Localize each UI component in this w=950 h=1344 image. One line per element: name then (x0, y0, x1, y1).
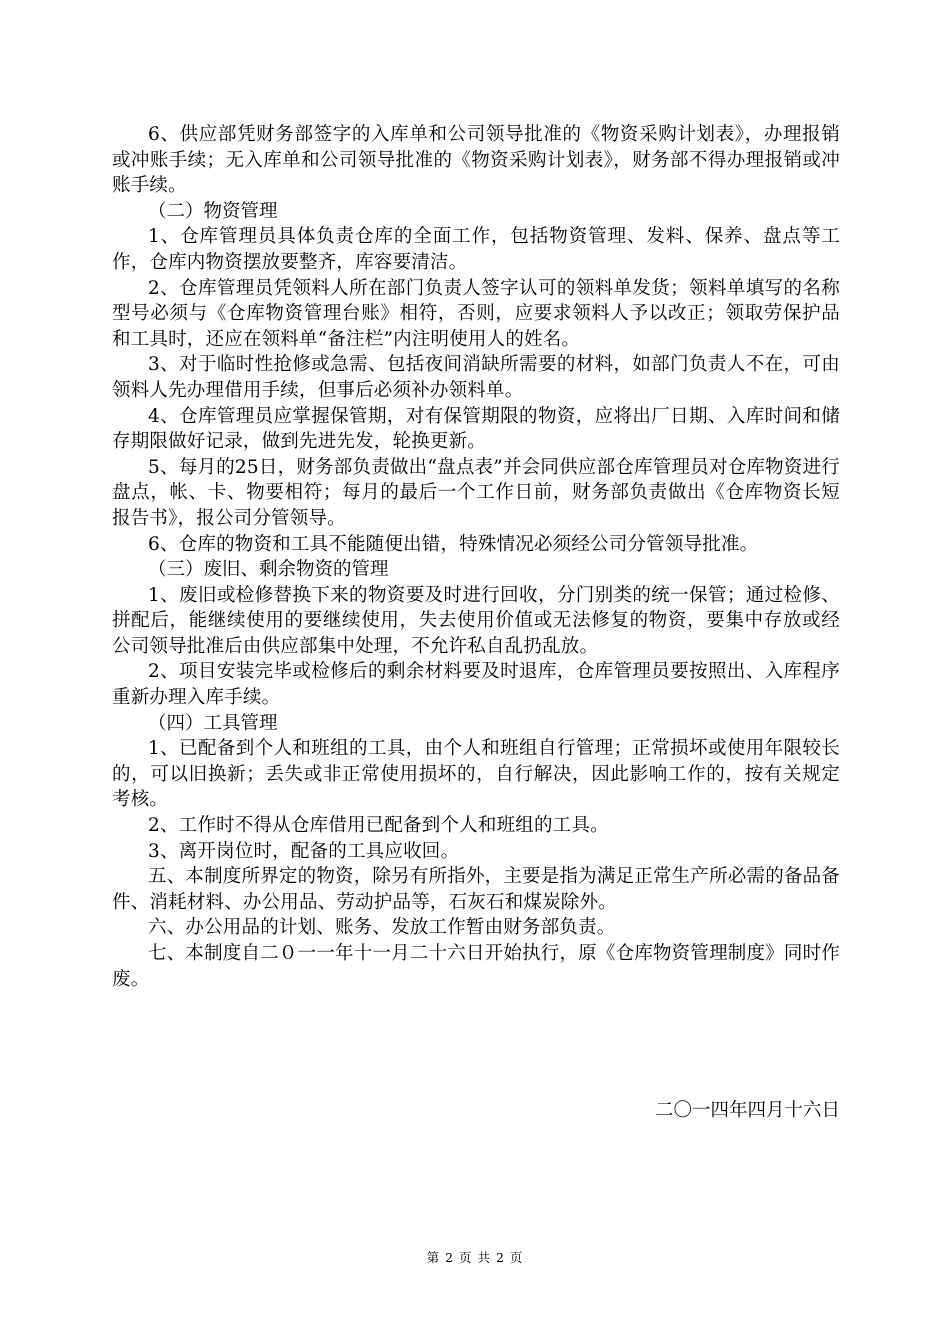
paragraph: 2、项目安装完毕或检修后的剩余材料要及时退库，仓库管理员要按照出、入库程序重新办理入库手续。 (112, 661, 840, 709)
paragraph: 3、对于临时性抢修或急需、包括夜间消缺所需要的材料，如部门负责人不在，可由领料人先办理借用手续，但事后必须补办领料单。 (112, 354, 840, 401)
paragraph: 1、已配备到个人和班组的工具，由个人和班组自行管理；正常损坏或使用年限较长的，可以旧换新；丢失或非正常使用损坏的，自行解决，因此影响工作的，按有关规定考核。 (112, 738, 840, 811)
paragraph: 6、仓库的物资和工具不能随便出错，特殊情况必须经公司分管领导批准。 (148, 533, 759, 555)
paragraph: 1、仓库管理员具体负责仓库的全面工作，包括物资管理、发料、保养、盘点等工作，仓库内物资摆放要整齐，库容要清洁。 (112, 226, 840, 273)
paragraph: 五、本制度所界定的物资，除另有所指外，主要是指为满足正常生产所必需的备品备件、消耗材料、办公用品、劳动护品等，石灰石和煤炭除外。 (112, 866, 840, 913)
paragraph: 2、仓库管理员凭领料人所在部门负责人签字认可的领料单发货；领料单填写的名称型号必须与《仓库物资管理台账》相符，否则，应要求领料人予以改正；领取劳保护品和工具时，还应在领料单“备注栏”内注明使用人的姓名。 (112, 277, 840, 350)
document-date: 二〇一四年四月十六日 (654, 1100, 840, 1121)
paragraph: 4、仓库管理员应掌握保管期，对有保管期限的物资，应将出厂日期、入库时间和储存期限做好记录，做到先进先发，轮换更新。 (112, 405, 840, 453)
paragraph: 6、供应部凭财务部签字的入库单和公司领导批准的《物资采购计划表》，办理报销或冲账手续；无入库单和公司领导批准的《物资采购计划表》，财务部不得办理报销或冲账手续。 (112, 124, 840, 197)
paragraph: 5、每月的25日，财务部负责做出“盘点表”并会同供应部仓库管理员对仓库物资进行盘点，帐、卡、物要相符；每月的最后一个工作日前，财务部负责做出《仓库物资长短报告书》，报公司分管领导。 (112, 456, 840, 529)
section-heading: （三）废旧、剩余物资的管理 (148, 559, 389, 581)
paragraph: 六、办公用品的计划、账务、发放工作暂由财务部负责。 (148, 917, 616, 939)
paragraph: 七、本制度自二０一一年十一月二十六日开始执行，原《仓库物资管理制度》同时作废。 (112, 943, 840, 990)
paragraph: 3、离开岗位时，配备的工具应收回。 (148, 840, 460, 862)
page-footer: 第 2 页 共 2 页 (426, 1250, 524, 1265)
section-heading: （二）物资管理 (148, 200, 278, 222)
document-body (112, 122, 840, 992)
paragraph: 1、废旧或检修替换下来的物资要及时进行回收，分门别类的统一保管；通过检修、拼配后，能继续使用的要继续使用，失去使用价值或无法修复的物资，要集中存放或经公司领导批准后由供应部集中处理，不允许私自乱扔乱放。 (112, 584, 840, 657)
section-heading: （四）工具管理 (148, 712, 278, 734)
paragraph: 2、工作时不得从仓库借用已配备到个人和班组的工具。 (148, 815, 609, 837)
